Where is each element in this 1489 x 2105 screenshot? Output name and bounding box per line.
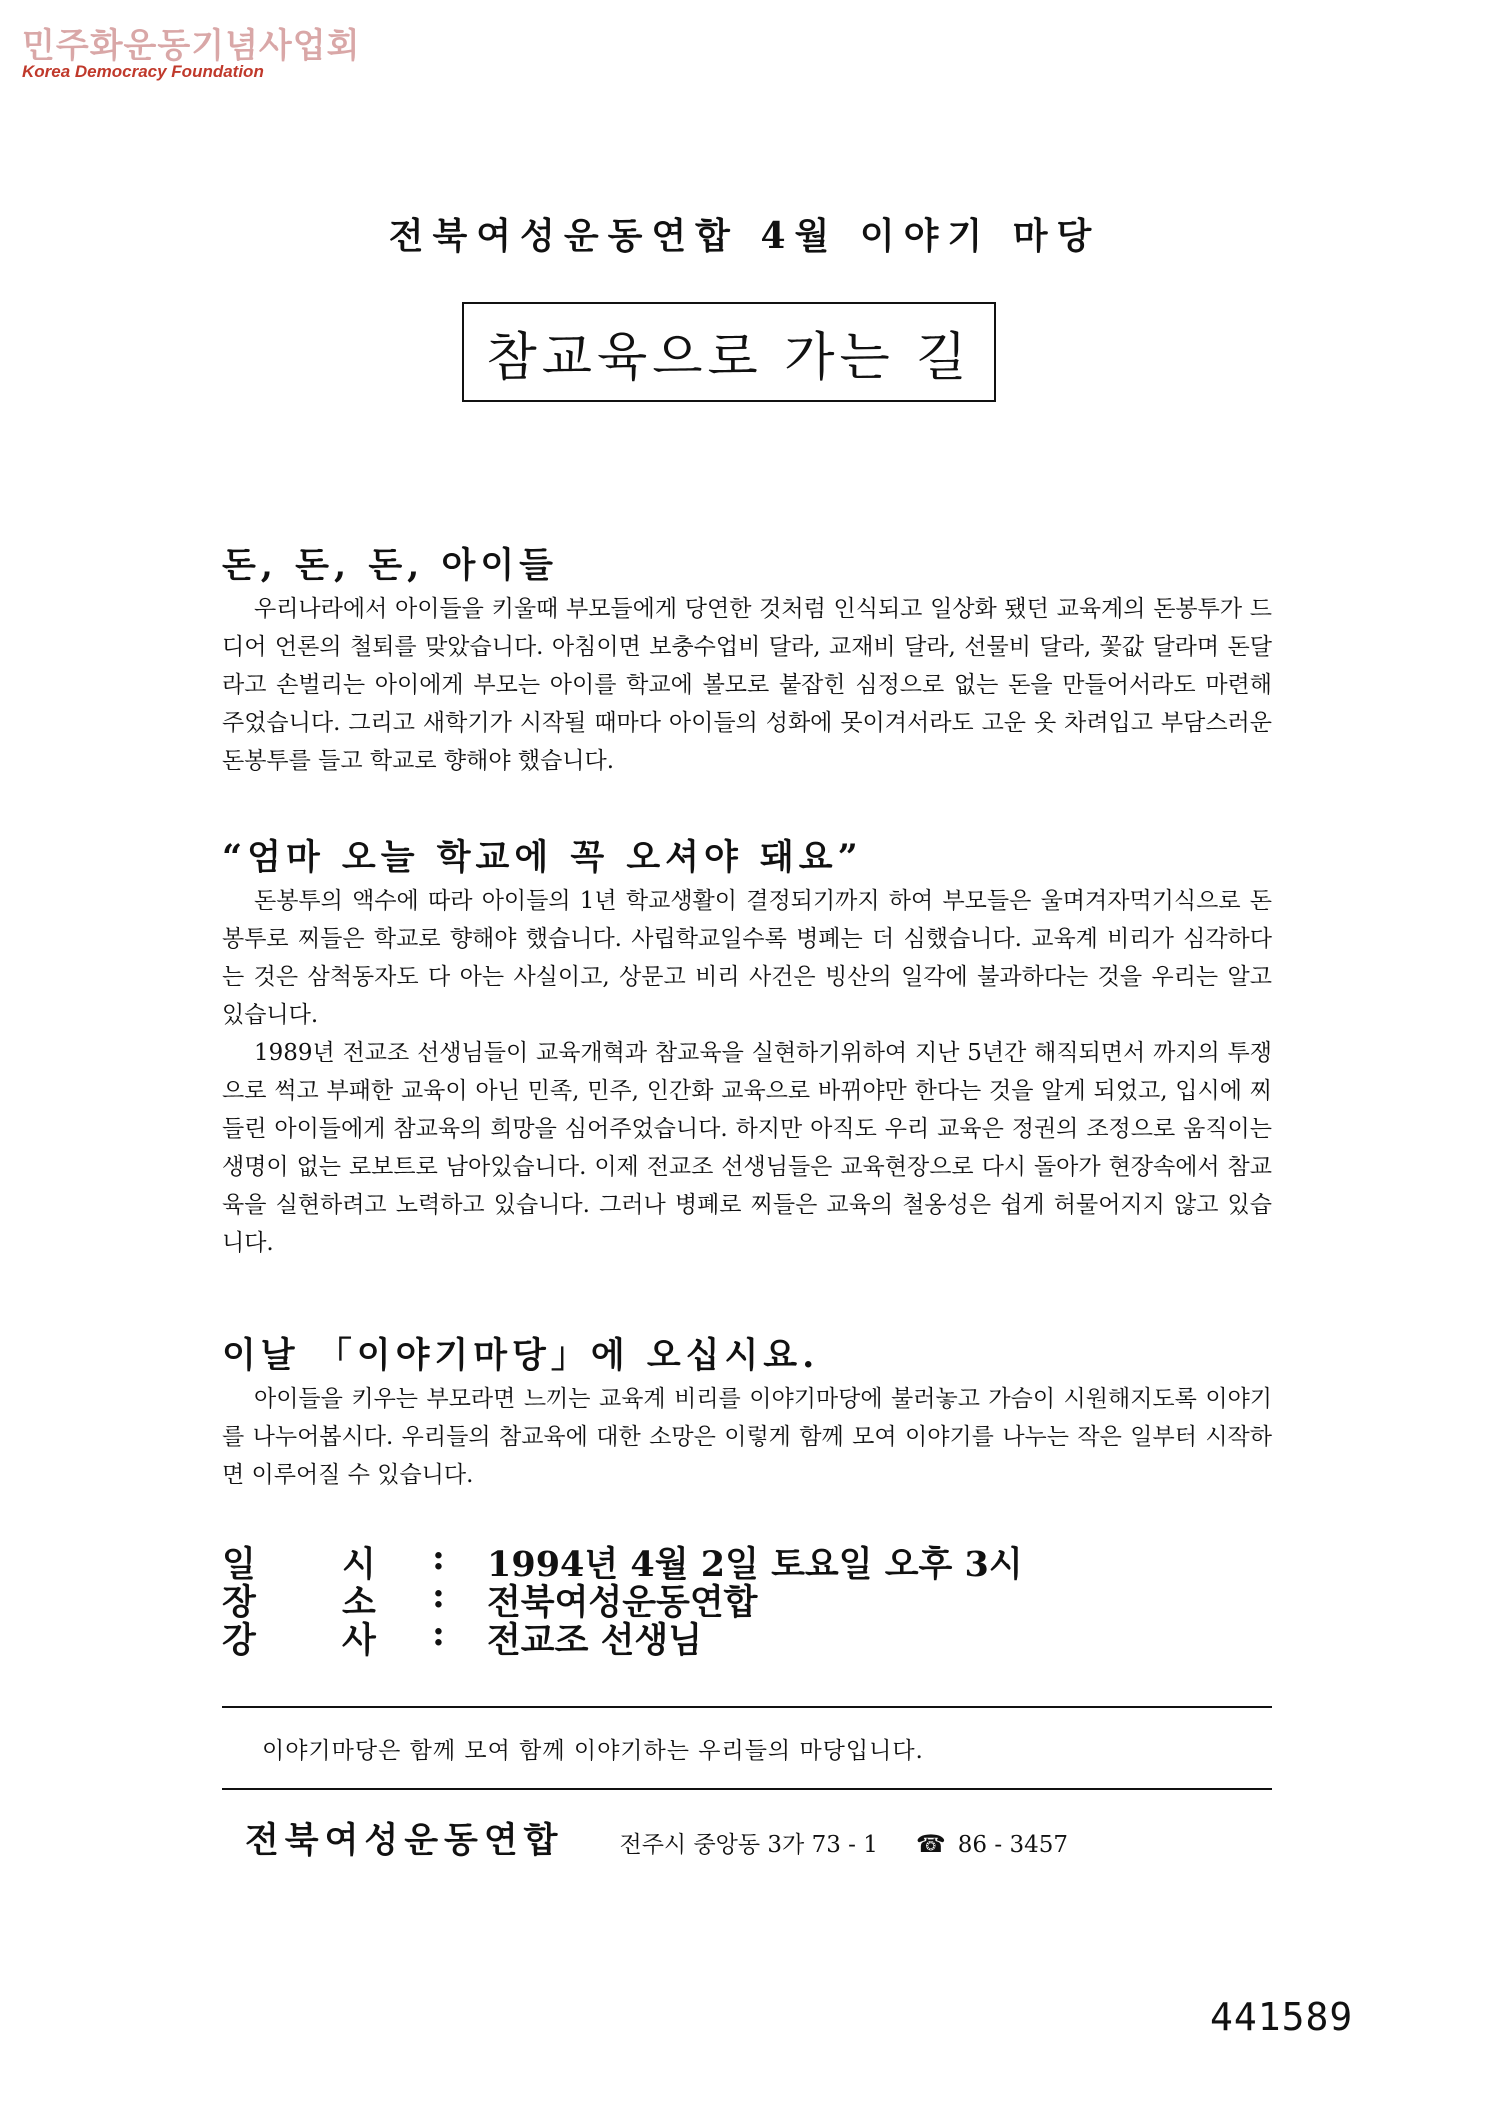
detail-value: 전교조 선생님 xyxy=(487,1620,703,1661)
detail-key-second: 소 xyxy=(342,1582,376,1623)
detail-colon: : xyxy=(432,1575,445,1616)
detail-key-second: 시 xyxy=(342,1544,376,1585)
footer-address: 전주시 중앙동 3가 73 - 1 xyxy=(619,1832,878,1858)
section-heading: 돈, 돈, 돈, 아이들 xyxy=(222,545,558,586)
divider-top xyxy=(222,1706,1272,1708)
detail-value: 전북여성운동연합 xyxy=(487,1582,758,1623)
paragraph: 돈봉투의 액수에 따라 아이들의 1년 학교생활이 결정되기까지 하여 부모들은 울며겨자먹기식으로 돈봉투로 찌들은 학교로 향해야 했습니다. 사립학교일수록 병폐는 더 심했습니다. 교육계 비리가 심각하다는 것은 삼척동자도 다 아는 사실이고, 상문고 비리 사건은 빙산의 일각에 불과하다는 것을 우리는 알고 있습니다. xyxy=(222,888,1272,1028)
detail-colon: : xyxy=(432,1537,445,1578)
detail-value: 1994년 4월 2일 토요일 오후 3시 xyxy=(487,1544,1023,1585)
footer-org: 전북여성운동연합 xyxy=(245,1820,564,1861)
footer-phone: 86 - 3457 xyxy=(957,1832,1068,1858)
watermark-english: Korea Democracy Foundation xyxy=(22,62,264,81)
section-money xyxy=(222,538,1272,780)
section-mom-school xyxy=(222,830,1272,1262)
detail-row-speaker xyxy=(222,1613,1023,1661)
title-box xyxy=(462,302,996,402)
detail-colon: : xyxy=(432,1613,445,1654)
telephone-icon: ☎ xyxy=(915,1830,946,1858)
detail-key-second: 사 xyxy=(342,1620,376,1661)
section-invitation xyxy=(222,1328,1272,1494)
detail-row-datetime xyxy=(222,1537,1023,1585)
paragraph: 아이들을 키우는 부모라면 느끼는 교육계 비리를 이야기마당에 불러놓고 가슴이 시원해지도록 이야기를 나누어봅시다. 우리들의 참교육에 대한 소망은 이렇게 함께 모여 이야기를 나누는 작은 일부터 시작하면 이루어질 수 있습니다. xyxy=(222,1386,1272,1488)
detail-key-first: 일 xyxy=(222,1544,256,1585)
detail-key-first: 장 xyxy=(222,1582,256,1623)
document-number: 441589 xyxy=(1210,1995,1354,2039)
slogan: 이야기마당은 함께 모여 함께 이야기하는 우리들의 마당입니다. xyxy=(262,1738,924,1764)
paragraph: 1989년 전교조 선생님들이 교육개혁과 참교육을 실현하기위하여 지난 5년간 해직되면서 까지의 투쟁으로 썩고 부패한 교육이 아닌 민족, 민주, 인간화 교육으로 바뀌야만 한다는 것을 알게 되었고, 입시에 찌들린 아이들에게 참교육의 희망을 심어주었습니다. 하지만 아직도 우리 교육은 정권의 조정으로 움직이는 생명이 없는 로보트로 남아있습니다. 이제 전교조 선생님들은 교육현장으로 다시 돌아가 현장속에서 참교육을 실현하려고 노력하고 있습니다. 그러나 병폐로 찌들은 교육의 철옹성은 쉽게 허물어지지 않고 있습니다. xyxy=(222,1040,1272,1256)
divider-bottom xyxy=(222,1788,1272,1790)
event-header: 전북여성운동연합 4월 이야기 마당 xyxy=(388,215,1101,257)
watermark-korean: 민주화운동기념사업회 xyxy=(22,26,361,66)
paragraph: 우리나라에서 아이들을 키울때 부모들에게 당연한 것처럼 인식되고 일상화 됐던 교육계의 돈봉투가 드디어 언론의 철퇴를 맞았습니다. 아침이면 보충수업비 달라, 교재비 달라, 선물비 달라, 꽃값 달라며 돈달라고 손벌리는 아이에게 부모는 아이를 학교에 볼모로 붙잡힌 심정으로 없는 돈을 만들어서라도 마련해 주었습니다. 그리고 새학기가 시작될 때마다 아이들의 성화에 못이겨서라도 고운 옷 차려입고 부담스러운 돈봉투를 들고 학교로 향해야 했습니다. xyxy=(222,596,1272,774)
event-details xyxy=(222,1537,1023,1661)
section-heading: 이날 「이야기마당」에 오십시요. xyxy=(222,1335,820,1376)
section-heading: “엄마 오늘 학교에 꼭 오셔야 돼요” xyxy=(222,837,863,878)
footer xyxy=(245,1813,1068,1863)
page-title: 참교육으로 가는 길 xyxy=(486,327,972,388)
detail-key-first: 강 xyxy=(222,1620,256,1661)
